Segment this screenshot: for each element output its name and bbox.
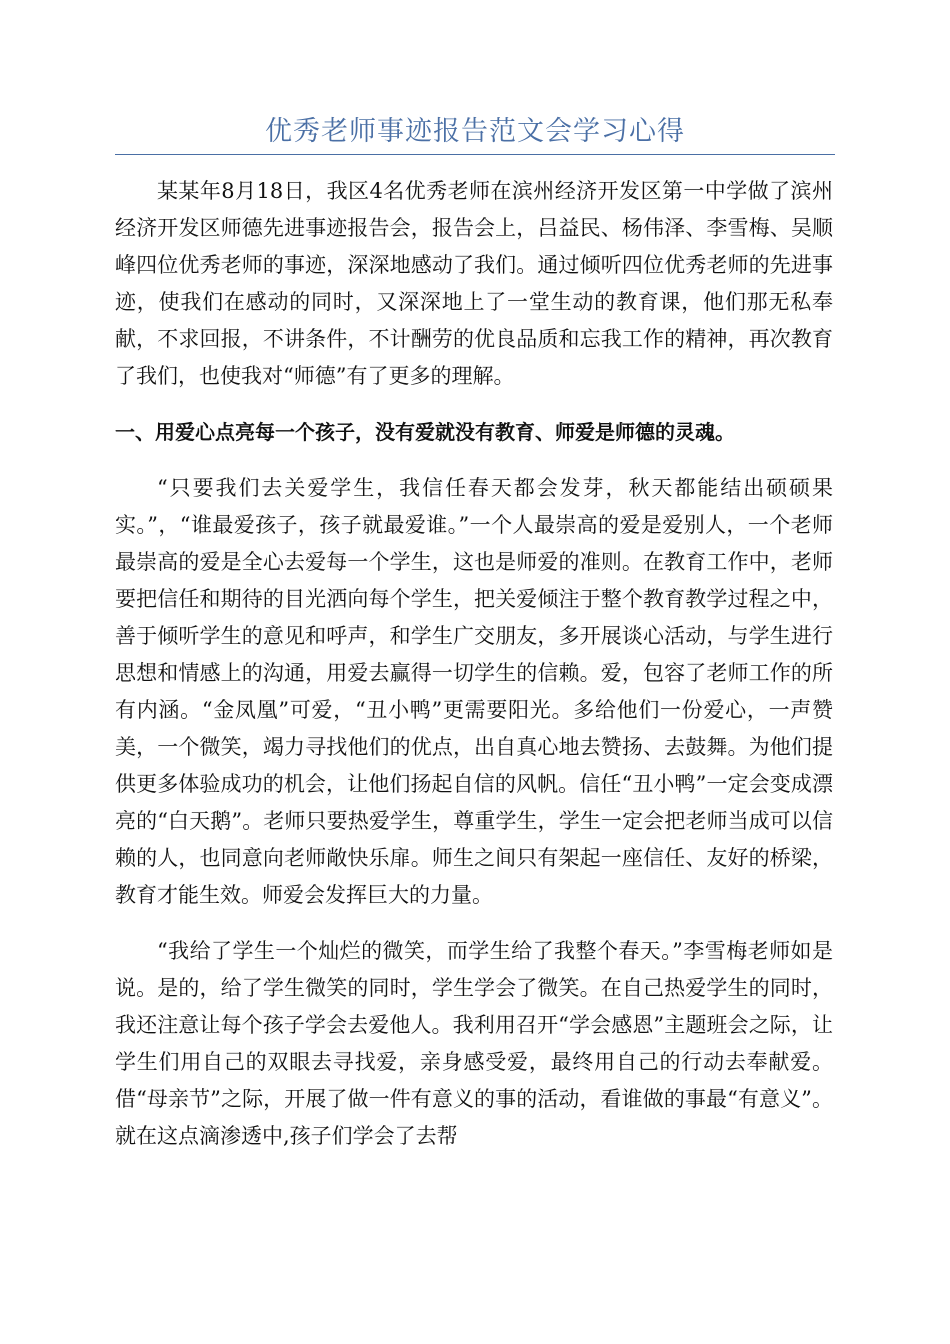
- title-underline: [115, 154, 835, 155]
- section-heading-1: 一、用爱心点亮每一个孩子，没有爱就没有教育、师爱是师德的灵魂。: [115, 420, 735, 444]
- paragraph-smile: “我给了学生一个灿烂的微笑，而学生给了我整个春天。”李雪梅老师如是说。是的，给了学生微笑的同时，学生学会了微笑。在自己热爱学生的同时，我还注意让每个孩子学会去爱他人。我利用召开“学会感恩”主题班会之际，让学生们用自己的双眼去寻找爱，亲身感受爱，最终用自己的行动去奉献爱。借“母亲节”之际，开展了做一件有意义的事的活动，看谁做的事最“有意义”。就在这点滴渗透中,孩子们学会了去帮: [115, 939, 833, 1148]
- paragraph-intro: 某某年8月18日，我区4名优秀老师在滨州经济开发区第一中学做了滨州经济开发区师德先进事迹报告会，报告会上，吕益民、杨伟泽、李雪梅、吴顺峰四位优秀老师的事迹，深深地感动了我们。通过倾听四位优秀老师的先进事迹，使我们在感动的同时，又深深地上了一堂生动的教育课，他们那无私奉献，不求回报，不讲条件，不计酬劳的优良品质和忘我工作的精神，再次教育了我们，也使我对“师德”有了更多的理解。: [115, 179, 833, 388]
- document-body: [115, 173, 833, 1174]
- paragraph-love: “只要我们去关爱学生，我信任春天都会发芽，秋天都能结出硕硕果实。”，“谁最爱孩子，孩子就最爱谁。”一个人最崇高的爱是爱别人，一个老师最崇高的爱是全心去爱每一个学生，这也是师爱的准则。在教育工作中，老师要把信任和期待的目光洒向每个学生，把关爱倾注于整个教育教学过程之中，善于倾听学生的意见和呼声，和学生广交朋友，多开展谈心活动，与学生进行思想和情感上的沟通，用爱去赢得一切学生的信赖。爱，包容了老师工作的所有内涵。“金凤凰”可爱，“丑小鸭”更需要阳光。多给他们一份爱心，一声赞美，一个微笑，竭力寻找他们的优点，出自真心地去赞扬、去鼓舞。为他们提供更多体验成功的机会，让他们扬起自信的风帆。信任“丑小鸭”一定会变成漂亮的“白天鹅”。老师只要热爱学生，尊重学生，学生一定会把老师当成可以信赖的人，也同意向老师敞快乐扉。师生之间只有架起一座信任、友好的桥梁，教育才能生效。师爱会发挥巨大的力量。: [115, 476, 833, 907]
- document-title: 优秀老师事迹报告范文会学习心得: [265, 116, 685, 147]
